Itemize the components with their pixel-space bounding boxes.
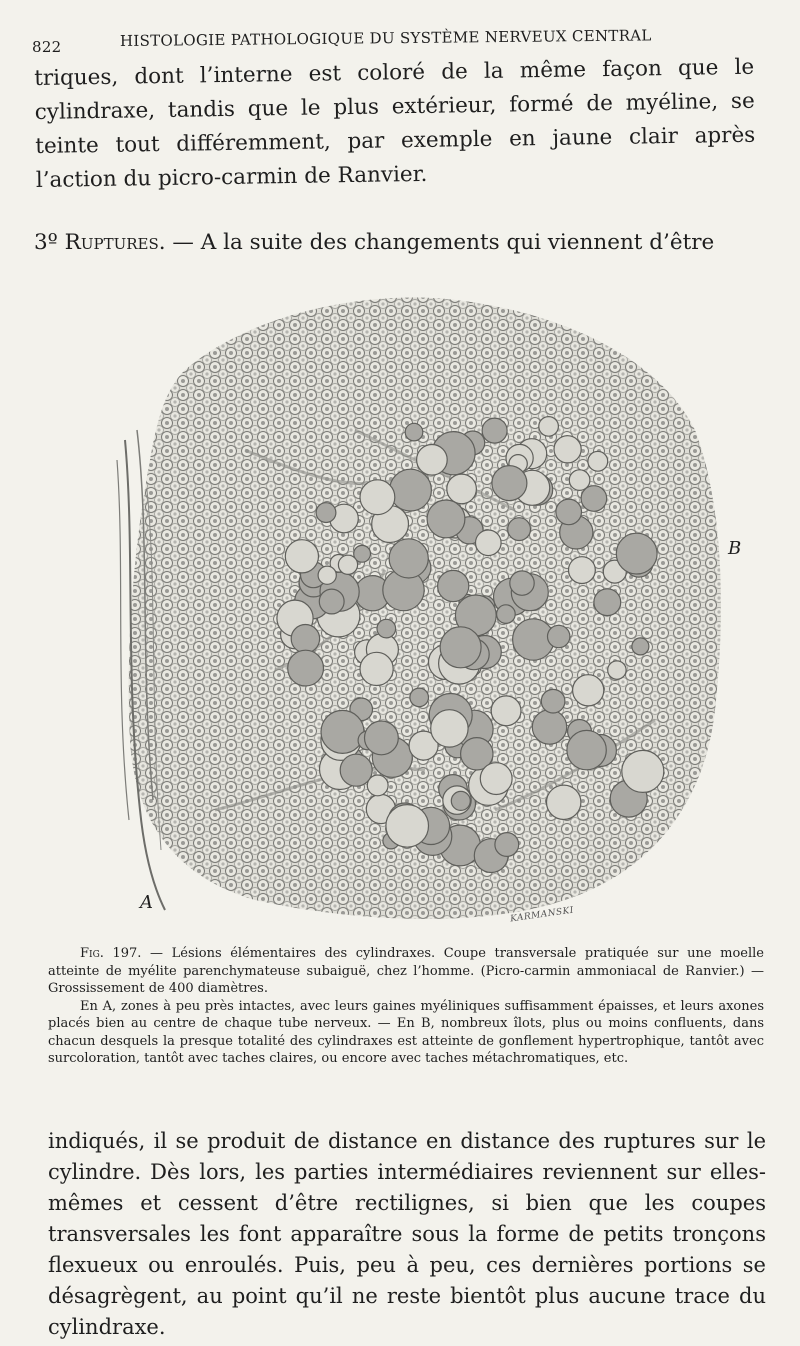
- swollen-axon: [431, 710, 468, 747]
- figure-label-b: B: [728, 538, 742, 559]
- swollen-axon: [492, 466, 527, 501]
- section-number: 3º: [34, 230, 58, 255]
- swollen-axon: [588, 451, 608, 471]
- swollen-axon: [616, 533, 657, 574]
- swollen-axon: [390, 469, 432, 511]
- swollen-axon: [321, 710, 364, 753]
- section-title: Ruptures.: [64, 230, 166, 255]
- swollen-axon: [410, 688, 429, 707]
- swollen-axon: [288, 650, 324, 686]
- section-text: — A la suite des changements qui viennent d’être: [172, 230, 715, 255]
- caption-description: [48, 945, 764, 998]
- swollen-axon: [377, 619, 396, 638]
- swollen-axon: [495, 833, 519, 857]
- swollen-axon: [365, 721, 399, 755]
- swollen-axon: [622, 750, 664, 792]
- swollen-axon: [508, 518, 531, 541]
- page-number: 822: [32, 38, 62, 56]
- swollen-axon: [438, 570, 469, 601]
- swollen-axon: [360, 652, 393, 685]
- swollen-axon: [573, 675, 604, 706]
- swollen-axon: [569, 557, 596, 584]
- swollen-axon: [318, 566, 336, 584]
- swollen-axon: [581, 486, 607, 512]
- swollen-axon: [291, 625, 319, 653]
- swollen-axon: [548, 625, 570, 647]
- swollen-axon: [594, 589, 621, 616]
- swollen-axon: [510, 571, 534, 595]
- swollen-axon: [319, 589, 344, 614]
- paragraph-bottom-text: indiqués, il se produit de distance en distance des ruptures sur le cylindre. Dès lors, les parties intermédiaires reviennent sur elles-mêmes et cessent d’être rectilignes, si bien que les coupes transversales les font apparaître sous la forme de petits tronçons flexueux ou enroulés. Puis, peu à peu, ces dernières portions se désagrègent, au point qu’il ne reste bientôt plus aucune trace du cylindraxe.: [48, 1129, 766, 1339]
- swollen-axon: [417, 445, 448, 476]
- swollen-axon: [405, 423, 423, 441]
- swollen-axon: [427, 500, 465, 538]
- swollen-axon: [440, 627, 481, 668]
- swollen-axon: [491, 696, 521, 726]
- caption-description-text: — Lésions élémentaires des cylindraxes. Coupe transversale pratiquée sur une moelle atteinte de myélite parenchymateuse subaiguë, chez l’homme. (Picro-carmin ammoniacal de Ranvier.) — Grossissement de 400 diamètres.: [48, 946, 764, 996]
- swollen-axon: [547, 785, 581, 819]
- artist-signature: KARMANSKI: [509, 905, 575, 925]
- swollen-axon: [386, 805, 429, 848]
- paragraph-top: [34, 51, 756, 198]
- swollen-axon: [632, 638, 649, 655]
- swollen-axon: [541, 689, 565, 713]
- swollen-axon: [539, 417, 559, 437]
- swollen-axon: [340, 754, 372, 786]
- paragraph-top-text: triques, dont l’interne est coloré de la même façon que le cylindraxe, tandis que le plus extérieur, formé de myéline, se teinte tout différemment, par exemple en jaune clair après l’action du picro-carmin de Ranvier.: [34, 54, 756, 193]
- swollen-axon: [608, 661, 626, 679]
- swollen-axon: [556, 499, 582, 525]
- swollen-axon: [554, 436, 581, 463]
- swollen-axon: [497, 605, 516, 624]
- caption-legend: En A, zones à peu près intactes, avec leurs gaines myéliniques suffisamment épaisses, et leurs axones placés bien au centre de chaque tube nerveux. — En B, nombreux îlots, plus ou moins confluents, dans chacun desquels la presque totalité des cylindraxes est atteinte de gonflement hypertrophique, tantôt avec surcoloration, tantôt avec taches claires, ou encore avec taches métachromatiques, etc.: [48, 998, 764, 1066]
- swollen-axon: [389, 539, 428, 578]
- swollen-axon: [476, 530, 502, 556]
- histology-figure: [95, 290, 735, 930]
- figure-number: Fig. 197.: [80, 946, 142, 961]
- swollen-axon: [451, 791, 470, 810]
- swollen-axon: [285, 540, 318, 573]
- swollen-axon: [480, 763, 512, 795]
- section-heading-paragraph: [34, 226, 754, 260]
- swollen-axon: [482, 418, 507, 443]
- running-title: HISTOLOGIE PATHOLOGIQUE DU SYSTÈME NERVEUX CENTRAL: [119, 26, 652, 50]
- figure-caption: [48, 945, 764, 1068]
- swollen-axon: [338, 555, 357, 574]
- figure-label-a: A: [140, 892, 153, 913]
- swollen-axon: [447, 474, 477, 504]
- paragraph-bottom: [48, 1126, 766, 1343]
- swollen-axon: [360, 480, 395, 515]
- swollen-axon: [567, 730, 606, 769]
- swollen-axon: [316, 503, 336, 523]
- swollen-axon: [532, 710, 566, 744]
